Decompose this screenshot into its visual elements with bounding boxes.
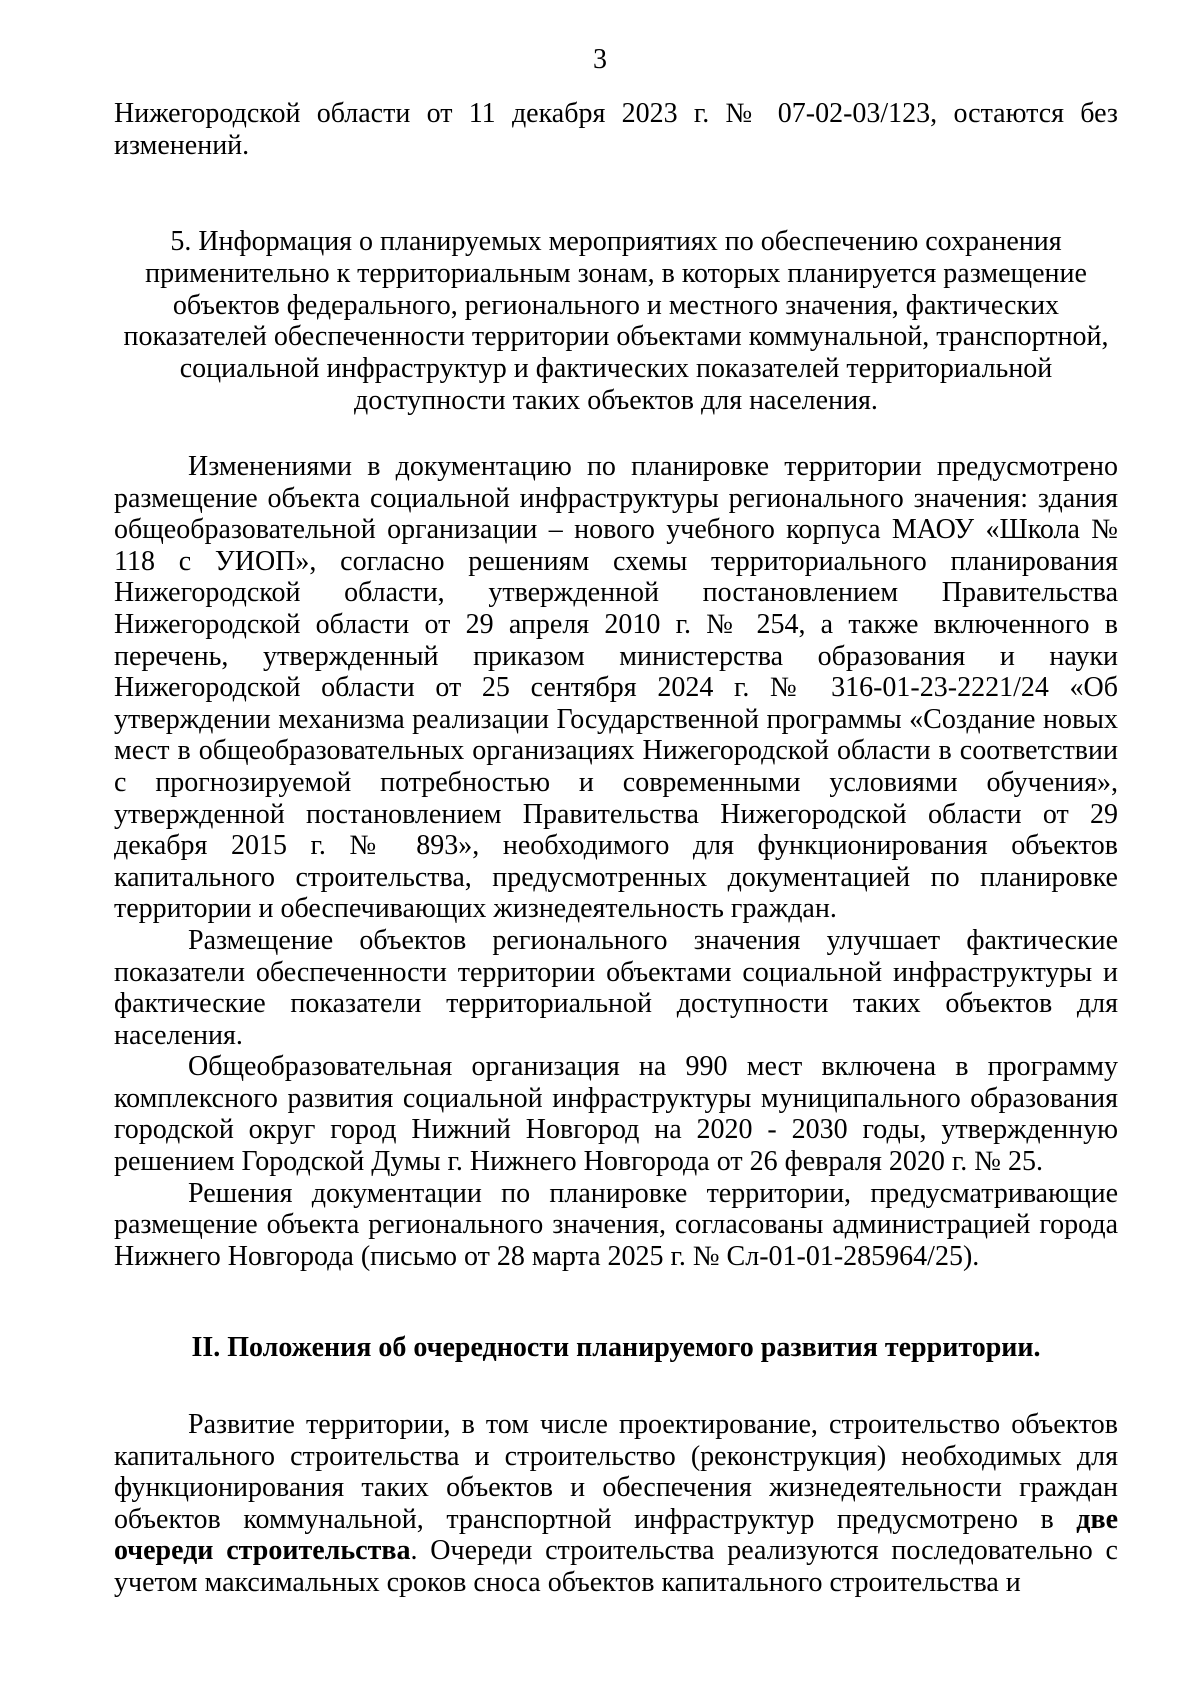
intro-block — [114, 98, 1118, 161]
paragraph-indicators: Размещение объектов регионального значения улучшает фактические показатели обеспеченности территории объектами социальной инфраструктуры и фактические показатели территориальной доступности таких объектов для населения. — [114, 924, 1118, 1051]
section-5-body — [114, 451, 1118, 1272]
paragraph-development — [114, 1409, 1118, 1599]
section-5-heading: 5. Информация о планируемых мероприятиях по обеспечению сохранения применительно к территориальным зонам, в которых планируется размещение объектов федерального, регионального и местного значения, фактических показателей обеспеченности территории объектами коммунальной, транспортной, социальной инфраструктур и фактических показателей территориальной доступности таких объектов для населения. — [123, 226, 1109, 416]
development-text-end: . Очереди строительства реализуются последовательно с учетом максимальных сроков сноса объектов капитального строительства и — [114, 1535, 1118, 1598]
intro-text: Нижегородской области от 11 декабря 2023 г. № 07-02-03/123, остаются без изменений. — [114, 98, 1118, 161]
paragraph-placement: Изменениями в документацию по планировке территории предусмотрено размещение объекта социальной инфраструктуры регионального значения: здания общеобразовательной организации – нового учебного корпуса МАОУ «Школа № 118 с УИОП», согласно решениям схемы территориального планирования Нижегородской области, утвержденной постановлением Правительства Нижегородской области от 29 апреля 2010 г. № 254, а также включенного в перечень, утвержденный приказом министерства образования и науки Нижегородской области от 25 сентября 2024 г. № 316-01-23-2221/24 «Об утверждении механизма реализации Государственной программы «Создание новых мест в общеобразовательных организациях Нижегородской области в соответствии с прогнозируемой потребностью и современными условиями обучения», утвержденной постановлением Правительства Нижегородской области от 29 декабря 2015 г. № 893», необходимого для функционирования объектов капитального строительства, предусмотренных документацией по планировке территории и обеспечивающих жизнедеятельность граждан. — [114, 451, 1118, 925]
development-text-start: Развитие территории, в том числе проектирование, строительство объектов капитального строительства и строительство (реконструкция) необходимых для функционирования таких объектов и обеспечения жизнедеятельности граждан объектов коммунальной, транспортной инфраструктур предусмотрено в — [114, 1409, 1118, 1535]
part-2-heading: II. Положения об очередности планируемого развития территории. — [191, 1332, 1041, 1363]
development-text-bold: две очереди строительства — [114, 1503, 1118, 1567]
paragraph-approval: Решения документации по планировке территории, предусматривающие размещение объекта регионального значения, согласованы администрацией города Нижнего Новгорода (письмо от 28 марта 2025 г. № Сл-01-01-285964/25). — [114, 1177, 1118, 1272]
part-2-body — [114, 1409, 1118, 1599]
paragraph-program: Общеобразовательная организация на 990 мест включена в программу комплексного развития социальной инфраструктуры муниципального образования городской округ город Нижний Новгород на 2020 - 2030 годы, утвержденную решением Городской Думы г. Нижнего Новгорода от 26 февраля 2020 г. № 25. — [114, 1051, 1118, 1178]
page-number: 3 — [593, 44, 607, 75]
